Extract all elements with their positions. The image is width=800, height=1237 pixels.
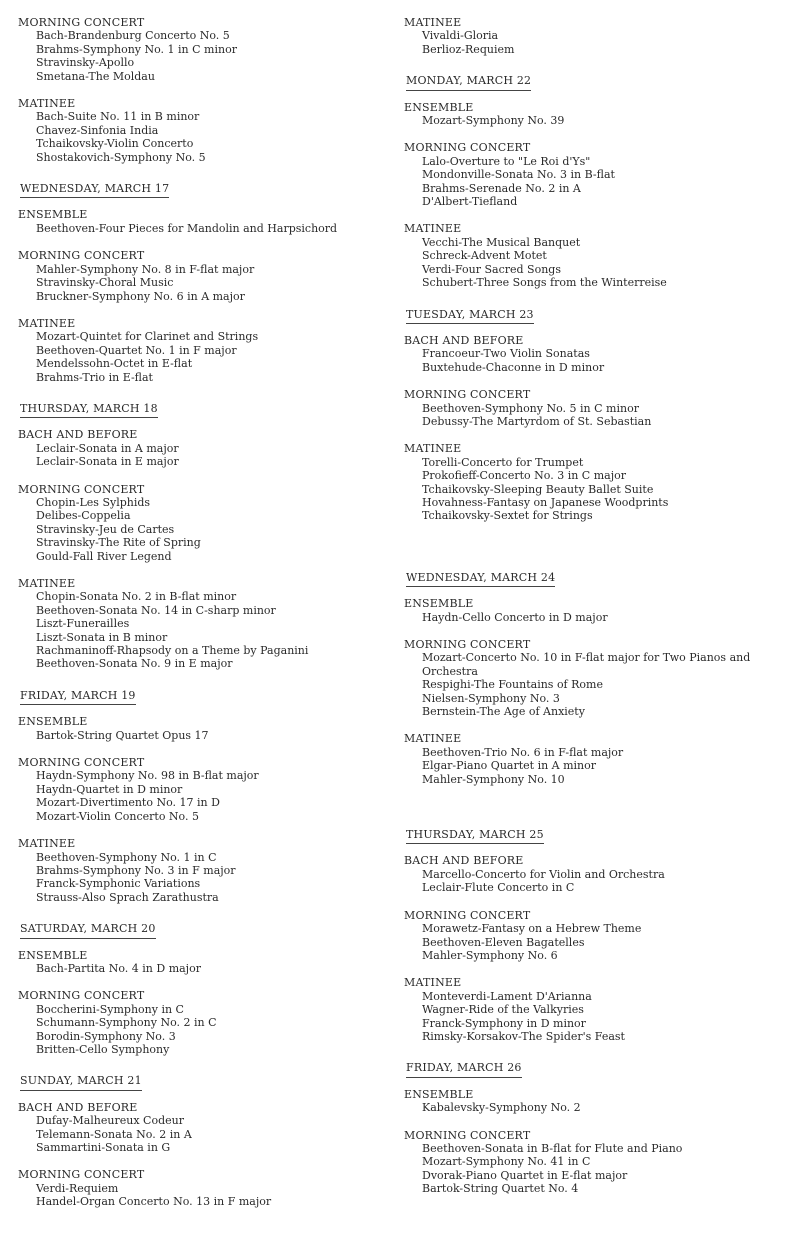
program-item: Delibes-Coppelia: [36, 509, 131, 523]
program-item: Rimsky-Korsakov-The Spider's Feast: [422, 1029, 625, 1043]
program-item: Franck-Symphony in D minor: [422, 1016, 586, 1030]
session-morning-concert: [404, 909, 794, 963]
session-title: BACH AND BEFORE: [18, 1100, 138, 1114]
day-block: [18, 918, 388, 1056]
day-heading: FRIDAY, MARCH 26: [406, 1061, 522, 1077]
program-item: Mozart-Quintet for Clarinet and Strings: [36, 330, 259, 344]
program-item: Kabalevsky-Symphony No. 2: [422, 1101, 581, 1115]
day-block: [404, 567, 794, 786]
day-block: [404, 16, 794, 56]
session-title: MATINEE: [404, 16, 462, 29]
session-morning-concert: [18, 16, 388, 83]
program-item: Bach-Suite No. 11 in B minor: [36, 110, 200, 124]
session-title: MORNING CONCERT: [18, 482, 145, 496]
session-title: MORNING CONCERT: [18, 989, 145, 1003]
session-title: ENSEMBLE: [404, 100, 474, 114]
session-title: MORNING CONCERT: [18, 16, 145, 29]
program-item: Gould-Fall River Legend: [36, 549, 172, 563]
program-item: Vivaldi-Gloria: [422, 29, 499, 43]
session-morning-concert: [18, 989, 388, 1056]
program-item: Bach-Partita No. 4 in D major: [36, 961, 201, 975]
session-title: MATINEE: [18, 316, 76, 330]
session-bach-and-before: [18, 428, 388, 468]
program-item: Beethoven-Sonata No. 14 in C-sharp minor: [36, 603, 276, 617]
program-item: Rachmaninoff-Rhapsody on a Theme by Paganini: [36, 644, 309, 658]
day-block: [404, 70, 794, 289]
program-item: Respighi-The Fountains of Rome: [422, 678, 603, 692]
left-column: [18, 16, 388, 1223]
program-item: Chopin-Les Sylphids: [36, 495, 151, 509]
program-item: Beethoven-Four Pieces for Mandolin and Harpsichord: [36, 221, 338, 235]
session-matinee: [404, 732, 794, 786]
program-item: Beethoven-Sonata in B-flat for Flute and Piano: [422, 1141, 683, 1155]
program-item: Smetana-The Moldau: [36, 69, 155, 83]
session-morning-concert: [404, 638, 794, 718]
day-block: [18, 398, 388, 671]
program-item: Haydn-Quartet in D minor: [36, 782, 183, 796]
session-matinee: [18, 577, 388, 671]
program-item: Beethoven-Symphony No. 1 in C: [36, 850, 217, 864]
session-title: MATINEE: [404, 222, 462, 236]
program-item: Berlioz-Requiem: [422, 42, 515, 56]
session-title: MATINEE: [18, 837, 76, 851]
session-title: MORNING CONCERT: [404, 638, 531, 651]
program-item: Shostakovich-Symphony No. 5: [36, 150, 206, 164]
program-item: Bartok-String Quartet Opus 17: [36, 728, 209, 742]
program-item: Wagner-Ride of the Valkyries: [422, 1003, 584, 1017]
day-block: [18, 685, 388, 904]
program-item: Mahler-Symphony No. 8 in F-flat major: [36, 262, 255, 276]
program-item: Beethoven-Symphony No. 5 in C minor: [422, 401, 639, 415]
program-item: Brahms-Symphony No. 1 in C minor: [36, 42, 237, 56]
program-item: Tchaikovsky-Sextet for Strings: [422, 509, 593, 523]
program-item: Bartok-String Quartet No. 4: [422, 1182, 579, 1196]
program-item: Stravinsky-Choral Music: [36, 276, 174, 290]
program-item: Elgar-Piano Quartet in A minor: [422, 759, 597, 773]
program-item: Marcello-Concerto for Violin and Orchestra: [422, 867, 665, 881]
program-item: Beethoven-Trio No. 6 in F-flat major: [422, 745, 624, 759]
session-title: ENSEMBLE: [404, 1087, 474, 1101]
program-item: Boccherini-Symphony in C: [36, 1002, 184, 1016]
program-item: Schumann-Symphony No. 2 in C: [36, 1016, 217, 1030]
program-item: Liszt-Funerailles: [36, 617, 130, 631]
program-item: Dvorak-Piano Quartet in E-flat major: [422, 1168, 628, 1182]
program-item: Borodin-Symphony No. 3: [36, 1029, 176, 1043]
session-morning-concert: [18, 1168, 388, 1208]
program-item: Stravinsky-The Rite of Spring: [36, 536, 201, 550]
program-item: Leclair-Flute Concerto in C: [422, 881, 575, 895]
session-matinee: [404, 976, 794, 1043]
program-item: Handel-Organ Concerto No. 13 in F major: [36, 1195, 272, 1209]
session-morning-concert: [404, 141, 794, 208]
session-matinee: [18, 97, 388, 164]
program-item: Dufay-Malheureux Codeur: [36, 1114, 184, 1128]
session-bach-and-before: [18, 1101, 388, 1155]
program-item: Brahms-Trio in E-flat: [36, 370, 153, 384]
program-item: Francoeur-Two Violin Sonatas: [422, 347, 590, 361]
program-item: Prokofieff-Concerto No. 3 in C major: [422, 469, 626, 483]
program-item: Leclair-Sonata in A major: [36, 441, 179, 455]
program-item: Chavez-Sinfonia India: [36, 123, 159, 137]
program-item: Bach-Brandenburg Concerto No. 5: [36, 29, 230, 43]
program-item: Beethoven-Eleven Bagatelles: [422, 935, 585, 949]
program-item: Debussy-The Martyrdom of St. Sebastian: [422, 414, 652, 428]
session-morning-concert: [18, 249, 388, 303]
program-item: Strauss-Also Sprach Zarathustra: [36, 890, 219, 904]
program-item: Mahler-Symphony No. 6: [422, 948, 558, 962]
session-ensemble: [404, 1088, 794, 1115]
session-title: MATINEE: [18, 97, 76, 111]
program-item: Mozart-Symphony No. 41 in C: [422, 1155, 591, 1169]
day-block: [404, 1057, 794, 1195]
program-item: Monteverdi-Lament D'Arianna: [422, 989, 592, 1003]
session-morning-concert: [404, 388, 794, 428]
day-block: [18, 1070, 388, 1208]
session-title: BACH AND BEFORE: [404, 854, 524, 868]
day-heading: SUNDAY, MARCH 21: [20, 1074, 142, 1090]
program-item: Mozart-Violin Concerto No. 5: [36, 809, 199, 823]
day-heading: SATURDAY, MARCH 20: [20, 922, 156, 938]
session-bach-and-before: [404, 854, 794, 894]
session-ensemble: [404, 101, 794, 128]
program-item: Haydn-Cello Concerto in D major: [422, 610, 608, 624]
program-item: Verdi-Four Sacred Songs: [422, 262, 561, 276]
day-heading: WEDNESDAY, MARCH 24: [406, 571, 555, 587]
program-item: Vecchi-The Musical Banquet: [422, 235, 581, 249]
program-item: Morawetz-Fantasy on a Hebrew Theme: [422, 922, 642, 936]
session-title: MORNING CONCERT: [18, 249, 145, 263]
program-item: Lalo-Overture to "Le Roi d'Ys": [422, 154, 591, 168]
day-heading: FRIDAY, MARCH 19: [20, 689, 136, 705]
program-item: Franck-Symphonic Variations: [36, 877, 201, 891]
program-item: Stravinsky-Jeu de Cartes: [36, 522, 175, 536]
day-heading: THURSDAY, MARCH 18: [20, 402, 158, 418]
session-matinee: [404, 222, 794, 289]
day-heading: THURSDAY, MARCH 25: [406, 828, 544, 844]
session-title: MATINEE: [404, 976, 462, 990]
session-ensemble: [18, 715, 388, 742]
session-matinee: [18, 317, 388, 384]
day-heading: TUESDAY, MARCH 23: [406, 308, 534, 324]
program-item: Brahms-Serenade No. 2 in A: [422, 181, 581, 195]
program-item: Brahms-Symphony No. 3 in F major: [36, 863, 236, 877]
session-morning-concert: [18, 756, 388, 823]
session-title: ENSEMBLE: [18, 948, 88, 962]
program-item: Nielsen-Symphony No. 3: [422, 691, 560, 705]
program-item: Mondonville-Sonata No. 3 in B-flat: [422, 168, 615, 182]
session-title: MORNING CONCERT: [404, 1128, 531, 1142]
program-item: Leclair-Sonata in E major: [36, 455, 179, 469]
program-item: Haydn-Symphony No. 98 in B-flat major: [36, 769, 259, 783]
session-title: BACH AND BEFORE: [404, 333, 524, 347]
session-matinee: [404, 442, 794, 522]
session-title: MORNING CONCERT: [18, 1168, 145, 1182]
program-item: Hovahness-Fantasy on Japanese Woodprints: [422, 495, 669, 509]
program-item: Mozart-Symphony No. 39: [422, 114, 565, 128]
session-title: MORNING CONCERT: [18, 756, 145, 770]
day-heading: MONDAY, MARCH 22: [406, 74, 531, 90]
right-column: [404, 16, 794, 1210]
session-morning-concert: [18, 483, 388, 563]
program-item: Chopin-Sonata No. 2 in B-flat minor: [36, 590, 237, 604]
program-item: Schubert-Three Songs from the Winterreise: [422, 276, 667, 290]
session-title: ENSEMBLE: [404, 597, 474, 611]
program-item: Bruckner-Symphony No. 6 in A major: [36, 289, 245, 303]
session-title: MORNING CONCERT: [404, 388, 531, 402]
session-ensemble: [404, 597, 794, 624]
session-title: BACH AND BEFORE: [18, 428, 138, 442]
program-item: Beethoven-Quartet No. 1 in F major: [36, 343, 237, 357]
program-item: D'Albert-Tiefland: [422, 195, 518, 209]
session-matinee: [404, 16, 794, 56]
program-item: Bernstein-The Age of Anxiety: [422, 705, 585, 719]
day-block: [404, 824, 794, 1043]
program-item: Mendelssohn-Octet in E-flat: [36, 357, 193, 371]
program-item: Tchaikovsky-Sleeping Beauty Ballet Suite: [422, 482, 654, 496]
day-block: [404, 304, 794, 523]
session-ensemble: [18, 208, 388, 235]
day-block: [18, 16, 388, 164]
program-item: Tchaikovsky-Violin Concerto: [36, 137, 194, 151]
program-item: Liszt-Sonata in B minor: [36, 630, 168, 644]
day-block: [18, 178, 388, 384]
program-item: Verdi-Requiem: [36, 1181, 119, 1195]
program-item: Britten-Cello Symphony: [36, 1042, 170, 1056]
session-title: MATINEE: [404, 442, 462, 456]
session-title: ENSEMBLE: [18, 715, 88, 729]
program-item: Mahler-Symphony No. 10: [422, 772, 565, 786]
program-item: Schreck-Advent Motet: [422, 249, 547, 263]
session-title: MATINEE: [404, 732, 462, 746]
program-item: Mozart-Divertimento No. 17 in D: [36, 796, 220, 810]
program-item: Beethoven-Sonata No. 9 in E major: [36, 657, 233, 671]
session-title: MORNING CONCERT: [404, 141, 531, 155]
program-item: Stravinsky-Apollo: [36, 56, 135, 70]
session-matinee: [18, 837, 388, 904]
session-bach-and-before: [404, 334, 794, 374]
session-title: MORNING CONCERT: [404, 908, 531, 922]
day-heading: WEDNESDAY, MARCH 17: [20, 182, 169, 198]
program-item: Buxtehude-Chaconne in D minor: [422, 360, 605, 374]
program-item: Telemann-Sonata No. 2 in A: [36, 1127, 192, 1141]
session-morning-concert: [404, 1129, 794, 1196]
session-title: ENSEMBLE: [18, 208, 88, 222]
program-item: Torelli-Concerto for Trumpet: [422, 455, 584, 469]
session-ensemble: [18, 949, 388, 976]
session-title: MATINEE: [18, 577, 76, 590]
program-item: Sammartini-Sonata in G: [36, 1141, 171, 1154]
program-item: Mozart-Concerto No. 10 in F-flat major for Two Pianos and Orchestra: [422, 651, 751, 678]
